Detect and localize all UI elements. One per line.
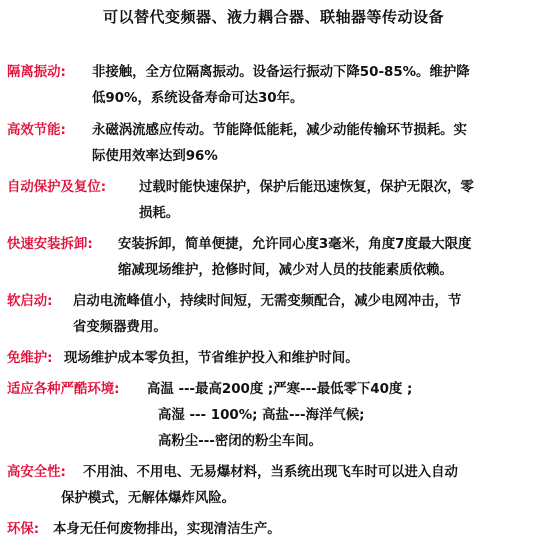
feature-label: 高安全性: (7, 465, 66, 480)
feature-text-line: 高温 ---最高200度 ;严寒---最低零下40度 ; (147, 382, 413, 397)
feature-text-line: 高粉尘---密闭的粉尘车间。 (158, 434, 322, 449)
feature-label: 环保: (7, 522, 40, 537)
feature-text-line: 本身无任何废物排出，实现清洁生产。 (53, 522, 281, 537)
feature-label: 隔离振动: (7, 65, 66, 80)
feature-text-line: 启动电流峰值小，持续时间短，无需变频配合，减少电网冲击，节 (73, 294, 462, 309)
feature-text-line: 低90%，系统设备寿命可达30年。 (92, 91, 304, 106)
feature-text-line: 高湿 --- 100%; 高盐---海洋气候; (158, 408, 365, 423)
feature-label: 软启动: (7, 294, 53, 309)
feature-text-line: 永磁涡流感应传动。节能降低能耗，减少动能传输环节损耗。实 (92, 123, 467, 138)
feature-text-line: 安装拆卸，简单便捷，允许同心度3毫米，角度7度最大限度 (118, 237, 472, 252)
feature-text-line: 非接触，全方位隔离振动。设备运行振动下降50-85%。维护降 (92, 65, 470, 80)
feature-label: 快速安装拆卸: (7, 237, 93, 252)
feature-text-line: 保护模式，无解体爆炸风险。 (61, 491, 236, 506)
feature-text-line: 现场维护成本零负担，节省维护投入和维护时间。 (64, 351, 359, 366)
feature-text-line: 损耗。 (139, 206, 180, 221)
feature-label: 高效节能: (7, 123, 66, 138)
feature-text-line: 缩减现场维护，抢修时间，减少对人员的技能素质依赖。 (118, 263, 453, 278)
feature-text-line: 际使用效率达到96% (92, 149, 218, 164)
feature-label: 自动保护及复位: (7, 180, 107, 195)
feature-text-line: 过载时能快速保护，保护后能迅速恢复，保护无限次，零 (139, 180, 474, 195)
feature-label: 免维护: (7, 351, 53, 366)
feature-text-line: 不用油、不用电、无易爆材料，当系统出现飞车时可以进入自动 (83, 465, 458, 480)
page-title: 可以替代变频器、液力耦合器、联轴器等传动设备 (102, 8, 444, 26)
feature-text-line: 省变频器费用。 (73, 320, 167, 335)
feature-label: 适应各种严酷环境: (7, 382, 120, 397)
